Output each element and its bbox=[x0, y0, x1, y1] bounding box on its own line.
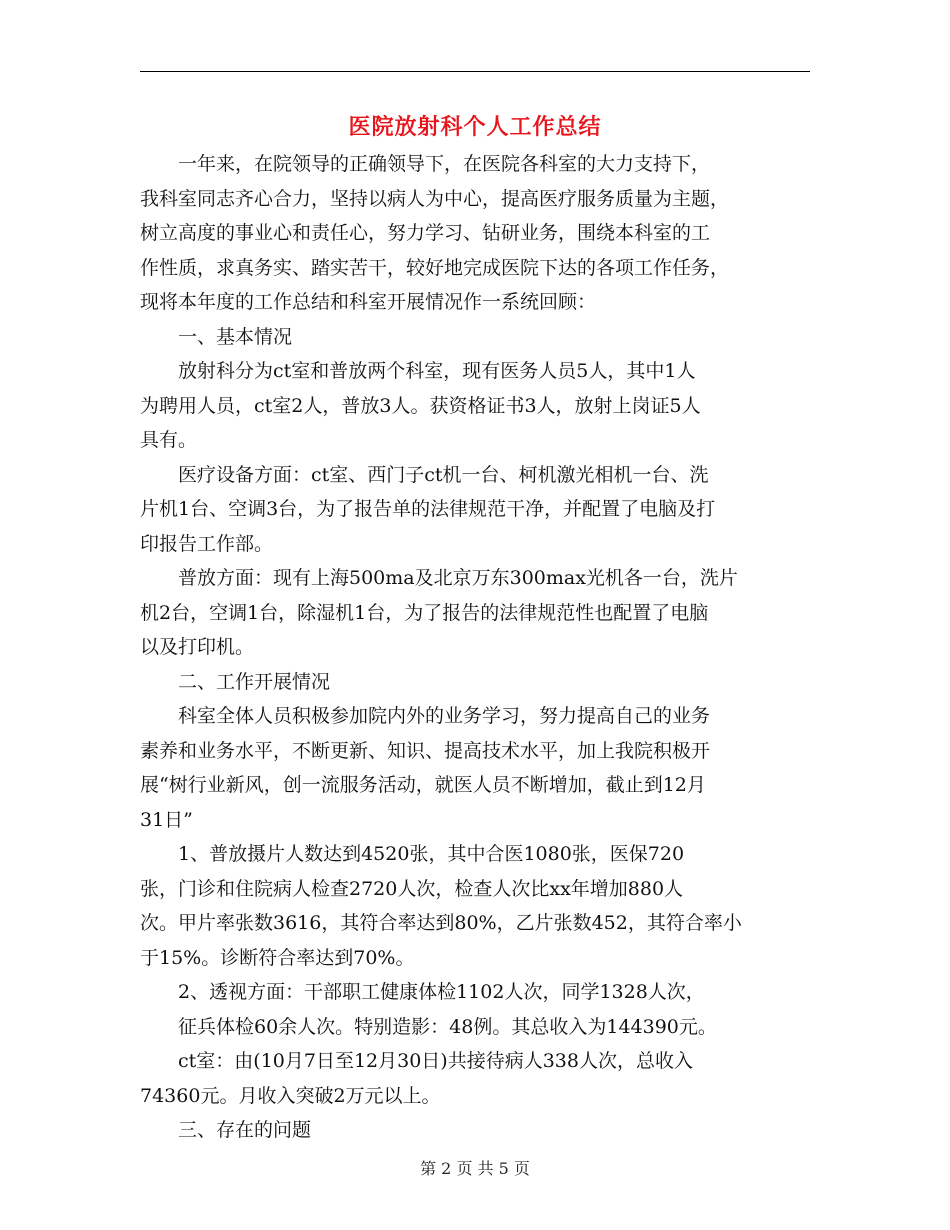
body-line: 张，门诊和住院病人检查2720人次，检查人次比xx年增加880人 bbox=[140, 877, 684, 900]
body-line: 我科室同志齐心合力，坚持以病人为中心，提高医疗服务质量为主题， bbox=[140, 187, 730, 210]
body-line: 征兵体检60余人次。特别造影：48例。其总收入为144390元。 bbox=[178, 1015, 717, 1038]
body-line: 为聘用人员，ct室2人，普放3人。获资格证书3人，放射上岗证5人 bbox=[140, 394, 701, 417]
body-line: 31日” bbox=[140, 808, 193, 831]
body-line: 具有。 bbox=[140, 429, 198, 451]
body-line: 树立高度的事业心和责任心，努力学习、钻研业务，围绕本科室的工 bbox=[140, 222, 711, 244]
body-line: 次。甲片率张数3616，其符合率达到80%，乙片张数452，其符合率小 bbox=[140, 912, 742, 934]
page-footer: 第 2 页 共 5 页 bbox=[420, 1159, 530, 1178]
body-line: 放射科分为ct室和普放两个科室，现有医务人员5人，其中1人 bbox=[178, 360, 696, 382]
body-line: 展“树行业新风，创一流服务活动，就医人员不断增加，截止到12月 bbox=[140, 774, 706, 796]
document-title: 医院放射科个人工作总结 bbox=[348, 114, 602, 140]
body-line: 素养和业务水平，不断更新、知识、提高技术水平，加上我院积极开 bbox=[140, 739, 711, 762]
body-line: 作性质，求真务实、踏实苦干，较好地完成医院下达的各项工作任务， bbox=[140, 256, 730, 279]
body-line: 1、普放摄片人数达到4520张，其中合医1080张，医保720 bbox=[178, 843, 685, 865]
body-line: 科室全体人员积极参加院内外的业务学习，努力提高自己的业务 bbox=[178, 705, 711, 727]
body-line: 片机1台、空调3台，为了报告单的法律规范干净，并配置了电脑及打 bbox=[140, 498, 716, 520]
body-line: 机2台，空调1台，除湿机1台，为了报告的法律规范性也配置了电脑 bbox=[140, 601, 709, 624]
body-line: 2、透视方面：干部职工健康体检1102人次，同学1328人次， bbox=[178, 981, 705, 1003]
body-line: 74360元。月收入突破2万元以上。 bbox=[140, 1084, 441, 1107]
body-line: 现将本年度的工作总结和科室开展情况作一系统回顾： bbox=[140, 291, 597, 313]
body-line: 一、基本情况 bbox=[178, 325, 293, 348]
body-line: 一年来，在院领导的正确领导下，在医院各科室的大力支持下， bbox=[178, 153, 711, 175]
body-line: 普放方面：现有上海500ma及北京万东300max光机各一台，洗片 bbox=[178, 567, 738, 589]
body-line: 印报告工作部。 bbox=[140, 532, 274, 555]
body-line: 三、存在的问题 bbox=[178, 1119, 312, 1141]
body-line: 医疗设备方面：ct室、西门子ct机一台、柯机激光相机一台、洗 bbox=[178, 463, 709, 486]
header-rule bbox=[140, 71, 810, 72]
document-body bbox=[140, 147, 814, 1148]
body-line: 二、工作开展情况 bbox=[178, 670, 331, 693]
body-line: ct室：由(10月7日至12月30日)共接待病人338人次，总收入 bbox=[178, 1050, 693, 1072]
body-line: 以及打印机。 bbox=[140, 636, 255, 658]
body-line: 于15%。诊断符合率达到70%。 bbox=[140, 946, 415, 969]
